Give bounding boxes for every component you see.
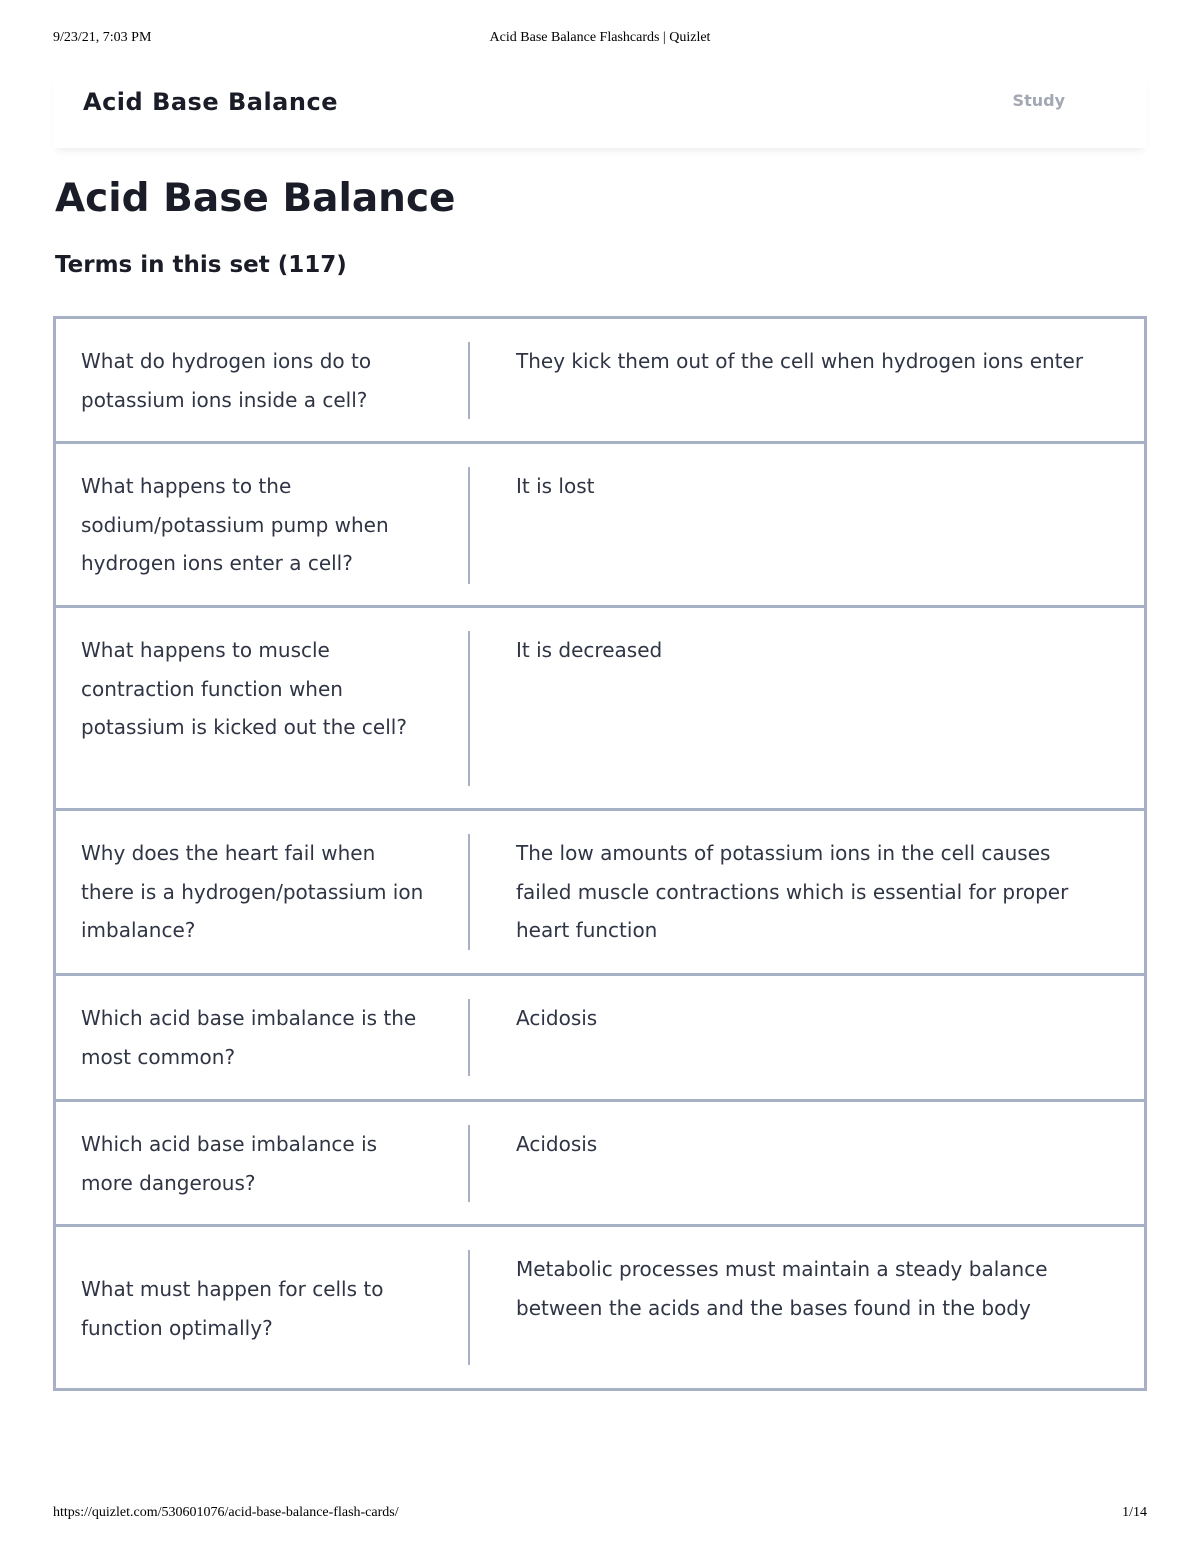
card-divider bbox=[468, 1125, 470, 1202]
card-term: Which acid base imbalance is more dangerous? bbox=[81, 1132, 378, 1195]
term-card bbox=[53, 808, 1147, 976]
print-url: https://quizlet.com/530601076/acid-base-balance-flash-cards/ bbox=[53, 1505, 399, 1520]
card-term: Which acid base imbalance is the most common? bbox=[81, 1006, 417, 1069]
card-divider bbox=[468, 1250, 470, 1365]
card-divider bbox=[468, 999, 470, 1076]
card-term: What happens to the sodium/potassium pump when hydrogen ions enter a cell? bbox=[81, 474, 389, 575]
card-divider bbox=[468, 467, 470, 584]
set-header-bar bbox=[53, 72, 1147, 148]
card-definition: Acidosis bbox=[516, 1006, 598, 1030]
print-date: 9/23/21, 7:03 PM bbox=[53, 30, 152, 45]
card-term: What must happen for cells to function optimally? bbox=[81, 1277, 384, 1340]
card-term: What do hydrogen ions do to potassium ions inside a cell? bbox=[81, 349, 372, 412]
term-card bbox=[53, 1224, 1147, 1391]
term-card bbox=[53, 605, 1147, 811]
card-divider bbox=[468, 834, 470, 950]
set-title-small: Acid Base Balance bbox=[83, 88, 338, 116]
terms-list bbox=[53, 316, 1147, 1391]
terms-heading: Terms in this set (117) bbox=[55, 252, 347, 278]
card-term: Why does the heart fail when there is a hydrogen/potassium ion imbalance? bbox=[81, 841, 424, 942]
card-definition: It is lost bbox=[516, 474, 595, 498]
print-page-number: 1/14 bbox=[1122, 1505, 1147, 1520]
study-button[interactable]: Study bbox=[1012, 91, 1065, 110]
print-page-title: Acid Base Balance Flashcards | Quizlet bbox=[489, 30, 711, 45]
card-definition: Metabolic processes must maintain a steady balance between the acids and the bases found in the body bbox=[516, 1257, 1048, 1320]
card-definition: They kick them out of the cell when hydrogen ions enter bbox=[516, 349, 1084, 373]
term-card bbox=[53, 441, 1147, 608]
print-footer bbox=[53, 1505, 1147, 1525]
print-header bbox=[53, 30, 1147, 50]
page-title: Acid Base Balance bbox=[55, 176, 456, 221]
card-divider bbox=[468, 342, 470, 419]
term-card bbox=[53, 1099, 1147, 1227]
card-definition: Acidosis bbox=[516, 1132, 598, 1156]
card-divider bbox=[468, 631, 470, 786]
term-card bbox=[53, 316, 1147, 444]
card-term: What happens to muscle contraction function when potassium is kicked out the cell? bbox=[81, 638, 407, 739]
card-definition: It is decreased bbox=[516, 638, 663, 662]
card-definition: The low amounts of potassium ions in the cell causes failed muscle contractions which is essential for proper heart function bbox=[516, 841, 1069, 942]
term-card bbox=[53, 973, 1147, 1102]
